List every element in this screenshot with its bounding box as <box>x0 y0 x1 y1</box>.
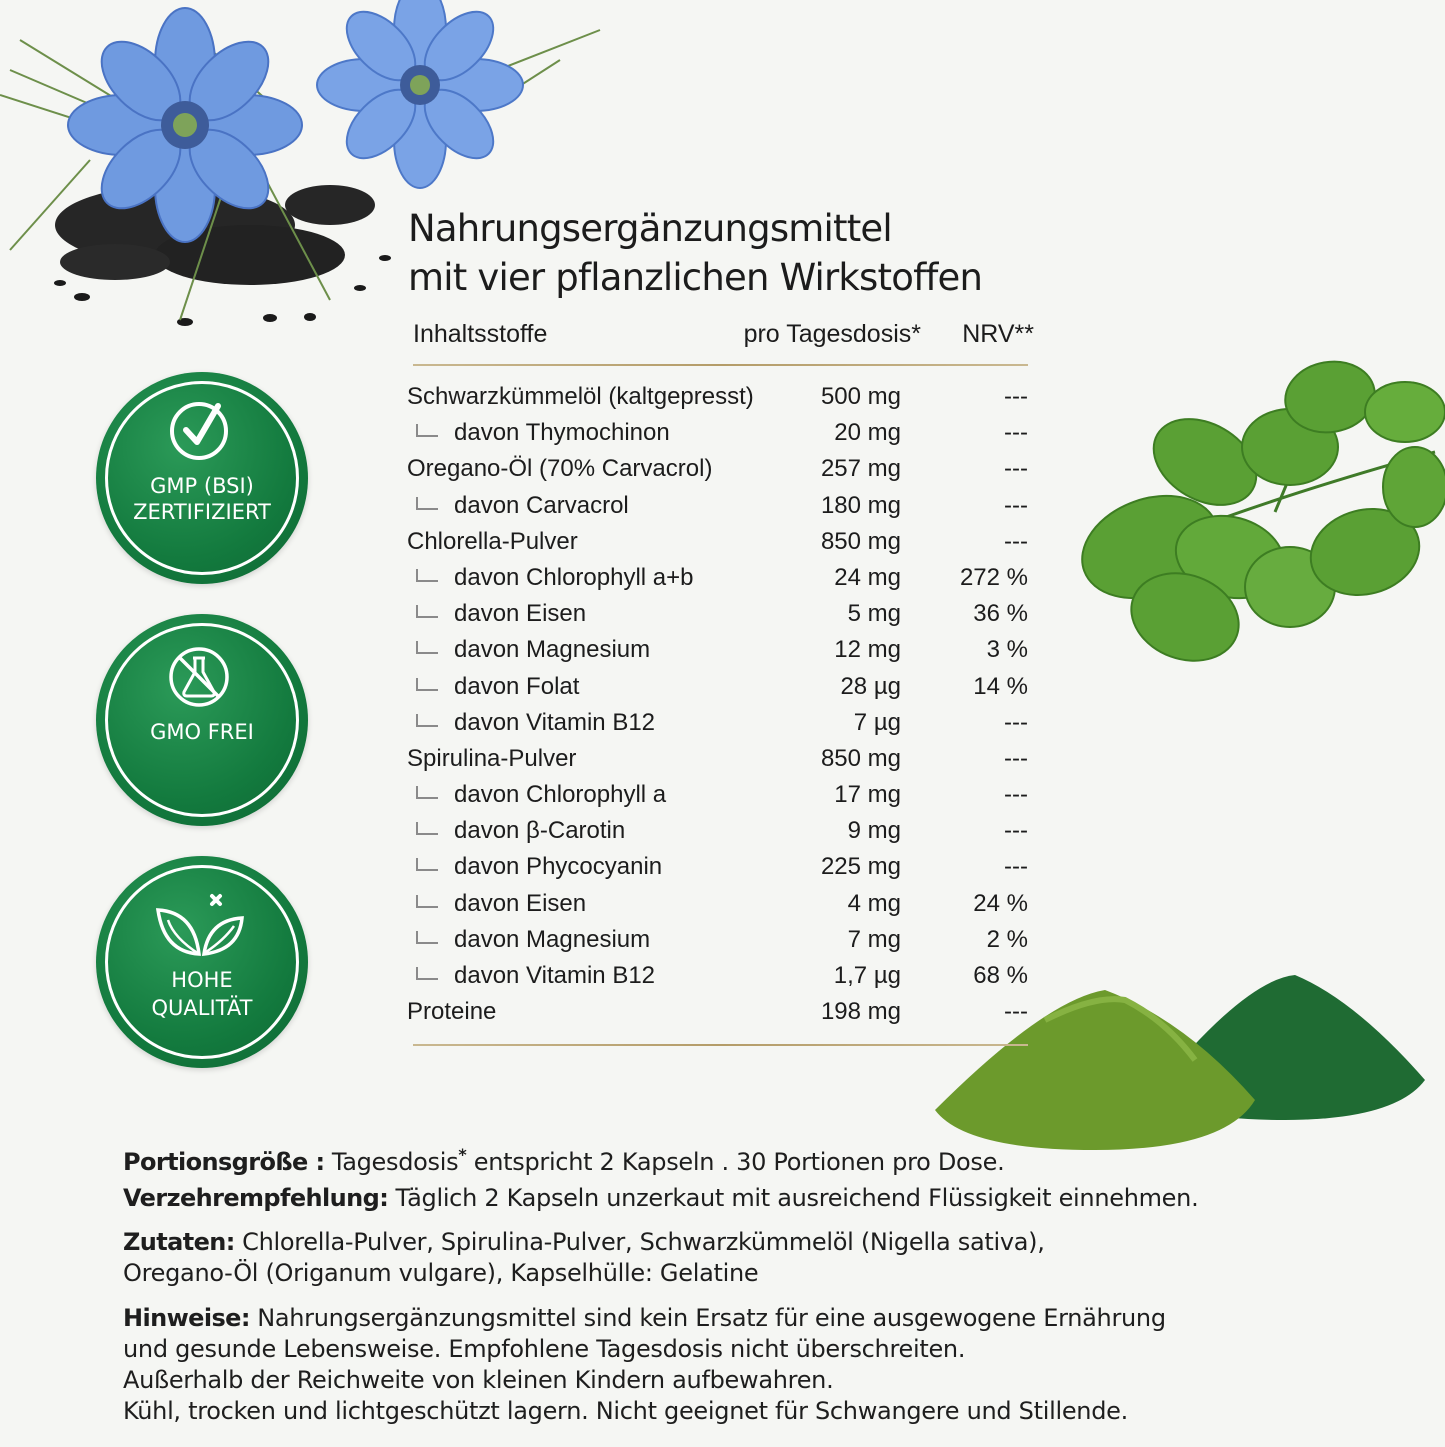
table-row <box>406 415 1038 451</box>
ingredient-name: Proteine <box>407 998 497 1026</box>
tree-connector-icon <box>416 786 438 799</box>
portion-label: Portionsgröße : <box>123 1148 325 1176</box>
badge-line-2: QUALITÄT <box>151 996 253 1020</box>
gmp-certified-badge <box>96 372 308 584</box>
ingredient-name: Oregano-Öl (70% Carvacrol) <box>407 455 713 483</box>
tree-connector-icon <box>416 678 438 691</box>
ingredient-nrv: --- <box>1004 744 1028 772</box>
ingredient-amount: 180 mg <box>820 491 901 519</box>
ingredient-name: davon Carvacrol <box>454 491 629 519</box>
notes-text-1: Nahrungsergänzungsmittel sind kein Ersatz für eine ausgewogene Ernährung <box>257 1304 1166 1332</box>
ingredient-amount: 7 µg <box>853 708 901 736</box>
portion-text-b: entspricht 2 Kapseln . 30 Portionen pro Dose. <box>473 1148 1005 1176</box>
badge-line-2: ZERTIFIZIERT <box>133 500 271 524</box>
title-line-1: Nahrungsergänzungsmittel <box>408 207 892 250</box>
table-body <box>406 379 1038 1030</box>
ingredient-nrv: 36 % <box>973 600 1028 628</box>
table-header <box>406 316 1038 364</box>
table-top-rule <box>413 364 1028 366</box>
ingredient-name: davon Eisen <box>454 889 587 917</box>
ingredient-amount: 257 mg <box>820 455 901 483</box>
tree-connector-icon <box>416 497 438 510</box>
ingredient-nrv: --- <box>1004 419 1028 447</box>
oregano-leaves-image <box>1075 352 1445 672</box>
ingredient-name: davon Vitamin B12 <box>454 962 656 989</box>
ingredient-nrv: --- <box>1004 853 1028 881</box>
tree-connector-icon <box>416 967 438 980</box>
ingredients-info <box>123 1227 1045 1289</box>
no-flask-icon <box>164 642 234 712</box>
ingredient-nrv: 68 % <box>973 962 1028 989</box>
ingredient-name: davon Eisen <box>454 600 587 628</box>
tree-connector-icon <box>416 822 438 835</box>
table-row <box>406 849 1038 885</box>
header-nrv: NRV** <box>962 320 1034 348</box>
ingredient-name: davon Folat <box>454 672 580 700</box>
table-row <box>406 488 1038 524</box>
table-row <box>406 922 1038 958</box>
recommendation-text: Täglich 2 Kapseln unzerkaut mit ausreichend Flüssigkeit einnehmen. <box>395 1184 1199 1212</box>
table-row <box>406 379 1038 415</box>
ingredient-name: davon β-Carotin <box>454 817 626 845</box>
tree-connector-icon <box>416 858 438 871</box>
notes-text-4: Kühl, trocken und lichtgeschützt lagern. Nicht geeignet für Schwangere und Stillende. <box>123 1397 1128 1425</box>
ingredient-nrv: --- <box>1004 527 1028 555</box>
ingredient-nrv: --- <box>1004 817 1028 845</box>
table-row <box>406 451 1038 487</box>
ingredient-nrv: 2 % <box>986 925 1028 953</box>
notes-text-2: und gesunde Lebensweise. Empfohlene Tagesdosis nicht überschreiten. <box>123 1335 966 1363</box>
table-row <box>406 777 1038 813</box>
table-bottom-rule <box>413 1044 1028 1046</box>
ingredient-amount: 9 mg <box>847 817 901 845</box>
ingredient-amount: 850 mg <box>820 527 901 555</box>
table-row <box>406 741 1038 777</box>
ingredient-amount: 24 mg <box>834 563 901 591</box>
page-title <box>408 204 982 302</box>
recommendation-info <box>123 1183 1198 1214</box>
ingredients-text-2: Oregano-Öl (Origanum vulgare), Kapselhülle: Gelatine <box>123 1259 759 1287</box>
notes-text-3: Außerhalb der Reichweite von kleinen Kindern aufbewahren. <box>123 1366 834 1394</box>
ingredient-name: davon Magnesium <box>454 925 651 953</box>
tree-connector-icon <box>416 569 438 582</box>
badge-line-1: HOHE <box>171 968 233 992</box>
badge-label <box>96 473 308 525</box>
ingredients-text-1: Chlorella-Pulver, Spirulina-Pulver, Schwarzkümmelöl (Nigella sativa), <box>242 1228 1045 1256</box>
ingredient-amount: 4 mg <box>847 889 901 917</box>
tree-connector-icon <box>416 424 438 437</box>
ingredient-name: davon Chlorophyll a+b <box>454 563 694 591</box>
ingredients-label: Zutaten: <box>123 1228 235 1256</box>
ingredient-amount: 7 mg <box>847 925 901 953</box>
ingredient-name: Schwarzkümmelöl (kaltgepresst) <box>407 383 754 410</box>
ingredient-amount: 850 mg <box>820 744 901 772</box>
ingredient-amount: 28 µg <box>840 672 901 700</box>
table-row <box>406 524 1038 560</box>
title-line-2: mit vier pflanzlichen Wirkstoffen <box>408 256 983 299</box>
ingredient-amount: 5 mg <box>847 600 901 628</box>
ingredients-line-1 <box>123 1227 1045 1258</box>
ingredient-name: Chlorella-Pulver <box>407 527 578 555</box>
tree-connector-icon <box>416 931 438 944</box>
table-row <box>406 813 1038 849</box>
badge-label <box>96 966 308 1022</box>
ingredient-name: davon Thymochinon <box>454 419 670 447</box>
table-row <box>406 596 1038 632</box>
ingredient-amount: 225 mg <box>820 853 901 881</box>
ingredient-nrv: 272 % <box>959 563 1028 591</box>
portion-star: * <box>458 1145 467 1164</box>
ingredient-nrv: --- <box>1004 998 1028 1026</box>
ingredient-name: Spirulina-Pulver <box>407 744 577 772</box>
ingredient-amount: 198 mg <box>820 998 901 1026</box>
tree-connector-icon <box>416 714 438 727</box>
ingredient-amount: 12 mg <box>834 636 901 664</box>
table-row <box>406 886 1038 922</box>
ingredient-nrv: --- <box>1004 781 1028 809</box>
header-dose: pro Tagesdosis* <box>743 320 921 348</box>
notes-label: Hinweise: <box>123 1304 250 1332</box>
ingredient-nrv: --- <box>1004 708 1028 736</box>
ingredient-amount: 500 mg <box>820 383 901 410</box>
ingredient-nrv: 24 % <box>973 889 1028 917</box>
table-row <box>406 958 1038 994</box>
nutrition-table <box>406 316 1038 1046</box>
portion-text-a: Tagesdosis <box>331 1148 459 1176</box>
ingredient-nrv: --- <box>1004 383 1028 410</box>
table-row <box>406 669 1038 705</box>
recommendation-label: Verzehrempfehlung: <box>123 1184 389 1212</box>
badge-line-1: GMP (BSI) <box>150 474 254 498</box>
gmo-free-badge <box>96 614 308 826</box>
table-row <box>406 994 1038 1030</box>
tree-connector-icon <box>416 895 438 908</box>
ingredient-nrv: 14 % <box>973 672 1028 700</box>
header-ingredient: Inhaltsstoffe <box>413 320 548 348</box>
notes-line-1 <box>123 1303 1166 1334</box>
check-circle-icon <box>164 396 234 466</box>
badge-label: GMO FREI <box>150 720 254 744</box>
ingredient-nrv: --- <box>1004 455 1028 483</box>
portion-line <box>123 1139 1004 1178</box>
ingredient-amount: 17 mg <box>834 781 901 809</box>
ingredient-name: davon Chlorophyll a <box>454 781 667 809</box>
notes-info <box>123 1303 1166 1427</box>
ingredient-amount: 20 mg <box>834 419 901 447</box>
tree-connector-icon <box>416 605 438 618</box>
table-row <box>406 705 1038 741</box>
high-quality-badge <box>96 856 308 1068</box>
table-row <box>406 632 1038 668</box>
ingredient-name: davon Magnesium <box>454 636 651 664</box>
ingredient-amount: 1,7 µg <box>833 962 901 989</box>
tree-connector-icon <box>416 641 438 654</box>
ingredient-nrv: --- <box>1004 491 1028 519</box>
table-row <box>406 560 1038 596</box>
portion-size-info <box>123 1139 1004 1178</box>
ingredient-name: davon Vitamin B12 <box>454 708 656 736</box>
leaves-icon <box>154 890 244 960</box>
ingredient-nrv: 3 % <box>986 636 1028 664</box>
recommendation-line <box>123 1183 1198 1214</box>
ingredient-name: davon Phycocyanin <box>454 853 663 881</box>
